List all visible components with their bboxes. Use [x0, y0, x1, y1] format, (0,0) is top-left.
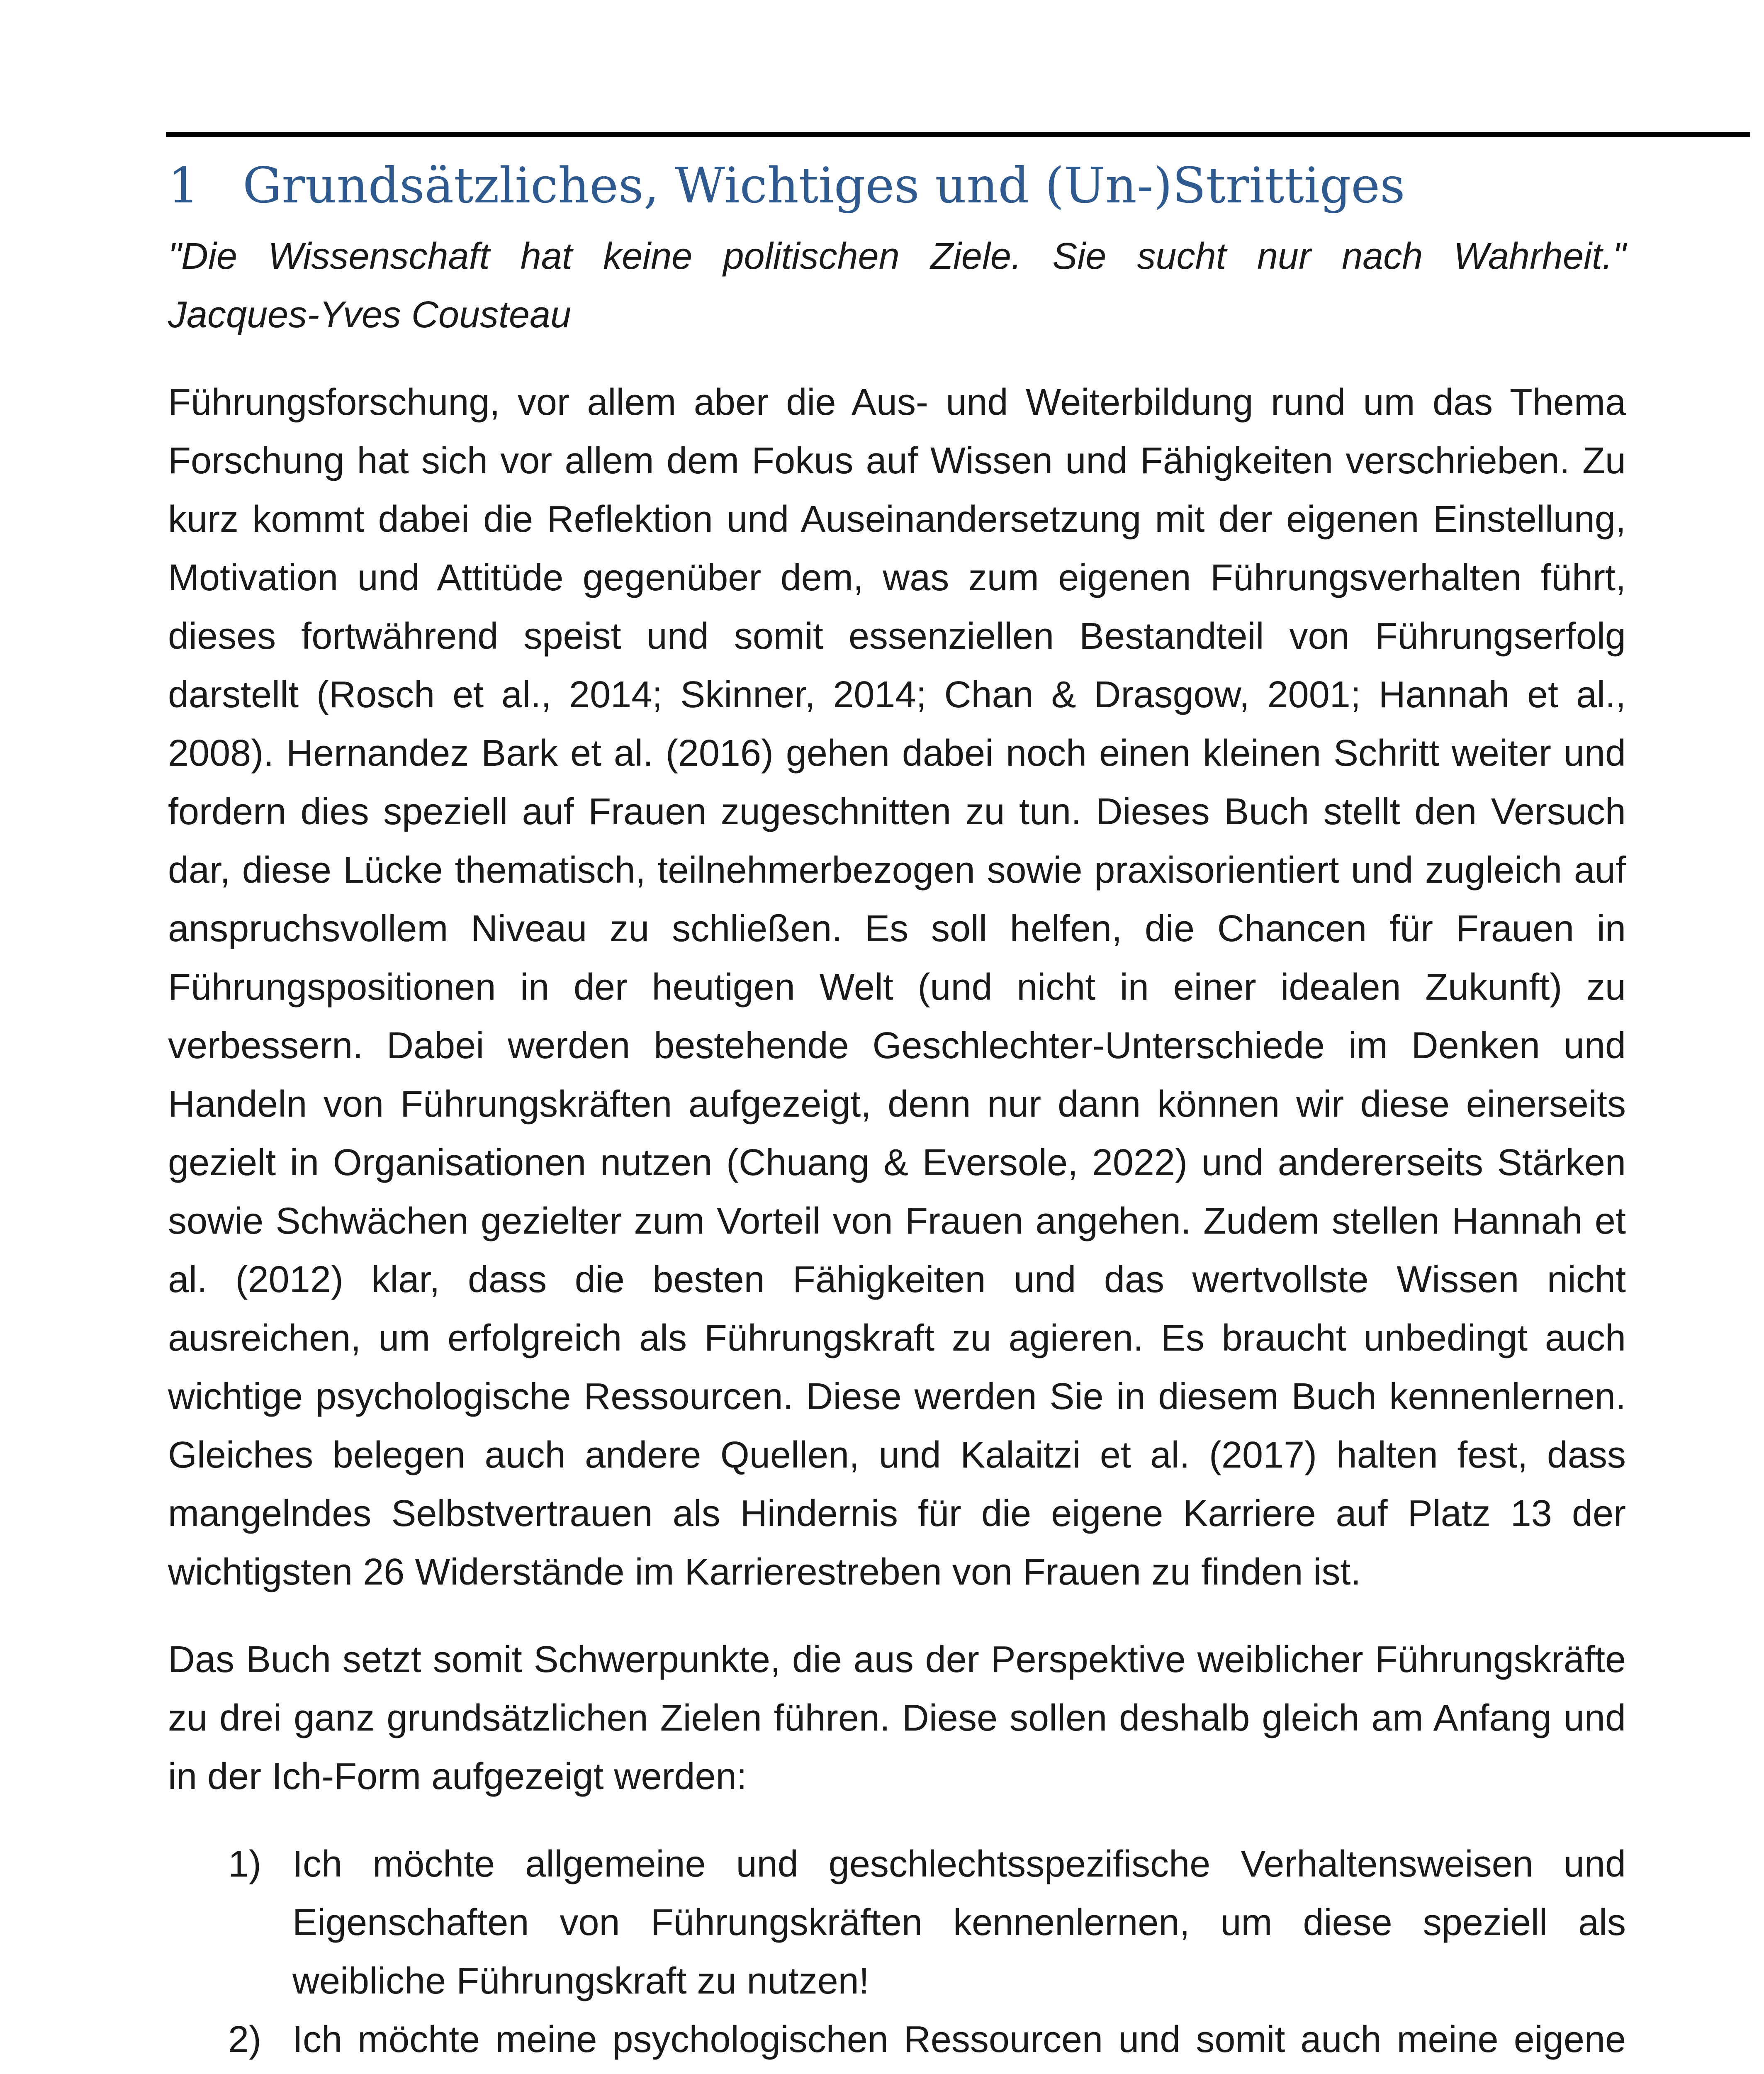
body-paragraph-1: Führungsforschung, vor allem aber die Aus- und Weiterbildung rund um das Thema Forschung hat sich vor allem dem Fokus auf Wissen und Fähigkeiten verschrieben. Zu kurz kommt dabei die Reflektion und Auseinandersetzung mit der eigenen Einstellung, Motivation und Attitüde gegenüber dem, was zum eigenen Führungsverhalten führt, dieses fortwährend speist und somit essenziellen Bestandteil von Führungserfolg darstellt (Rosch et al., 2014; Skinner, 2014; Chan & Drasgow, 2001; Hannah et al., 2008). Hernandez Bark et al. (2016) gehen dabei noch einen kleinen Schritt weiter und fordern dies speziell auf Frauen zugeschnitten zu tun. Dieses Buch stellt den Versuch dar, diese Lücke thematisch, teilnehmerbezogen sowie praxisorientiert und zugleich auf anspruchsvollem Niveau zu schließen. Es soll helfen, die Chancen für Frauen in Führungspositionen in der heutigen Welt (und nicht in einer idealen Zukunft) zu verbessern. Dabei werden bestehende Geschlechter-Unterschiede im Denken und Handeln von Führungskräften aufgezeigt, denn nur dann können wir diese einerseits gezielt in Organisationen nutzen (Chuang & Eversole, 2022) und andererseits Stärken sowie Schwächen gezielter zum Vorteil von Frauen angehen. Zudem stellen Hannah et al. (2012) klar, dass die besten Fähigkeiten und das wertvollste Wissen nicht ausreichen, um erfolgreich als Führungskraft zu agieren. Es braucht unbedingt auch wichtige psychologische Ressourcen. Diese werden Sie in diesem Buch kennenlernen. Gleiches belegen auch andere Quellen, und Kalaitzi et al. (2017) halten fest, dass mangelndes Selbstvertrauen als Hindernis für die eigene Karriere auf Platz 13 der wichtigsten 26 Widerstände im Karrierestreben von Frauen zu finden ist.	[168, 382, 1626, 1593]
epigraph-author: Jacques-Yves Cousteau	[168, 294, 572, 336]
goal-item-1	[168, 1835, 1626, 2011]
goal-marker: 2)	[228, 2019, 262, 2060]
chapter-title: Grundsätzliches, Wichtiges und (Un-)Strittiges	[243, 157, 1405, 214]
epigraph-quote: "Die Wissenschaft hat keine politischen Ziele. Sie sucht nur nach Wahrheit."	[168, 236, 1626, 277]
goal-item-2	[168, 2011, 1626, 2074]
chapter-number: 1	[168, 157, 200, 214]
body-content	[168, 227, 1626, 2074]
goal-text: Ich möchte allgemeine und geschlechtsspezifische Verhaltensweisen und Eigenschaften von Führungskräften kennenlernen, um diese speziell als weibliche Führungskraft zu nutzen!	[292, 1843, 1626, 2002]
goal-text: Ich möchte meine psychologischen Ressourcen und somit auch meine eigene	[292, 2019, 1626, 2060]
goal-marker: 1)	[228, 1843, 262, 1885]
header-rule	[166, 132, 1750, 137]
body-paragraph-2: Das Buch setzt somit Schwerpunkte, die aus der Perspektive weiblicher Führungskräfte zu drei ganz grundsätzlichen Zielen führen. Diese sollen deshalb gleich am Anfang und in der Ich-Form aufgezeigt werden:	[168, 1639, 1626, 1797]
chapter-heading	[168, 154, 1661, 217]
goals-list	[168, 1835, 1626, 2074]
